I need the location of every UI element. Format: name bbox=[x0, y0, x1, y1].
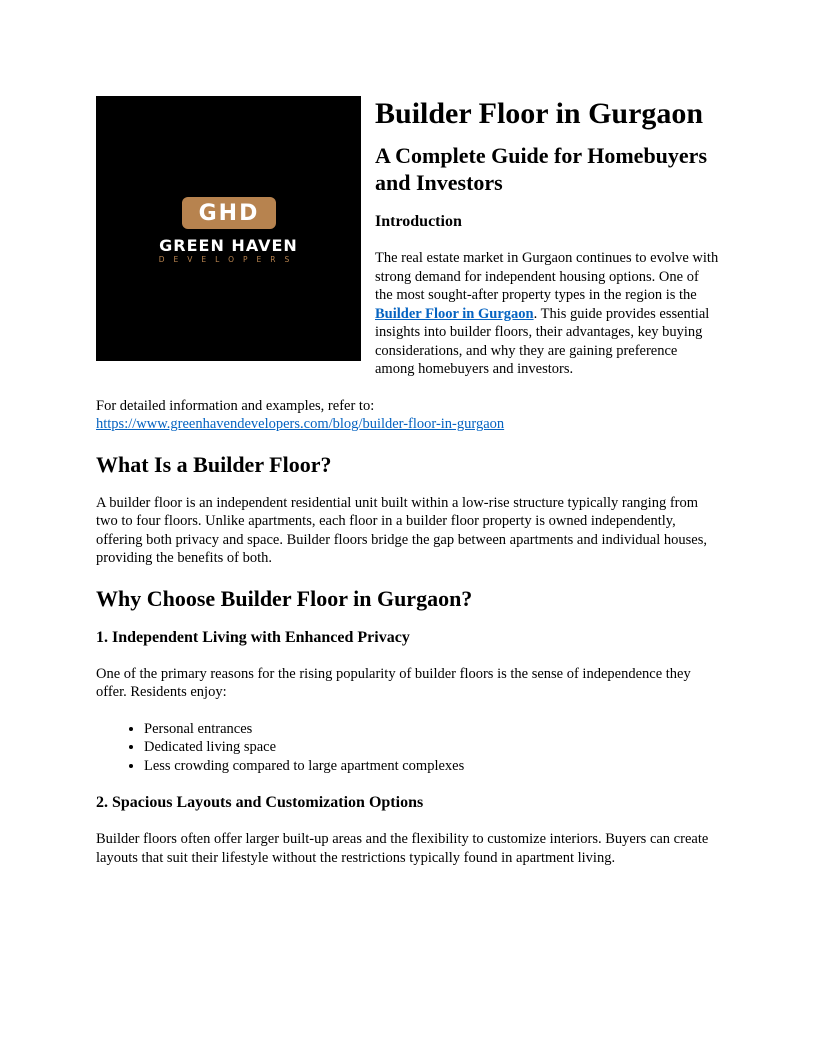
logo-letters: GHD bbox=[198, 200, 260, 226]
builder-floor-link[interactable]: Builder Floor in Gurgaon bbox=[375, 305, 534, 322]
what-is-heading: What Is a Builder Floor? bbox=[96, 451, 332, 477]
list-item: • Dedicated living space bbox=[144, 738, 720, 757]
page-title: Builder Floor in Gurgaon bbox=[375, 97, 704, 130]
point2-paragraph: Builder floors often offer larger built-up areas and the flexibility to customize interiors. Buyers can create layouts that suit their lifestyle without the restrictions typically found in apartment living. bbox=[96, 831, 709, 866]
reference-paragraph bbox=[96, 397, 720, 434]
logo-subtitle: DEVELOPERS bbox=[158, 255, 299, 264]
point1-bullet-list bbox=[96, 720, 720, 776]
intro-text-end: . This guide provides essential insights into builder floors, their advantages, key buying considerations, and why they are gaining preference among homebuyers and investors. bbox=[375, 305, 710, 377]
reference-url-link[interactable]: https://www.greenhavendevelopers.com/blog/builder-floor-in-gurgaon bbox=[96, 416, 505, 432]
logo-name: GREEN HAVEN bbox=[159, 236, 298, 255]
point1-paragraph: One of the primary reasons for the rising popularity of builder floors is the sense of independence they offer. Residents enjoy: bbox=[96, 665, 691, 700]
list-item: • Less crowding compared to large apartment complexes bbox=[144, 757, 720, 776]
company-logo bbox=[96, 96, 361, 361]
page-subtitle: A Complete Guide for Homebuyers and Investors bbox=[375, 143, 708, 195]
logo-mark bbox=[182, 197, 276, 229]
intro-heading: Introduction bbox=[375, 213, 462, 230]
reference-text: For detailed information and examples, refer to: bbox=[96, 397, 375, 414]
document-page bbox=[96, 96, 720, 885]
list-item: • Personal entrances bbox=[144, 720, 720, 739]
point1-heading: 1. Independent Living with Enhanced Privacy bbox=[96, 628, 410, 646]
point2-heading: 2. Spacious Layouts and Customization Options bbox=[96, 794, 424, 811]
what-is-paragraph: A builder floor is an independent residential unit built within a low-rise structure typically ranging from two to four floors. Unlike apartments, each floor in a builder floor property is owned independently, offering both privacy and space. Builder floors bridge the gap between apartments and individual houses, providing the benefits of both. bbox=[96, 494, 707, 566]
why-choose-heading: Why Choose Builder Floor in Gurgaon? bbox=[96, 585, 473, 611]
intro-text-start: The real estate market in Gurgaon continues to evolve with strong demand for independent housing options. One of the most sought-after property types in the region is the bbox=[375, 250, 719, 303]
